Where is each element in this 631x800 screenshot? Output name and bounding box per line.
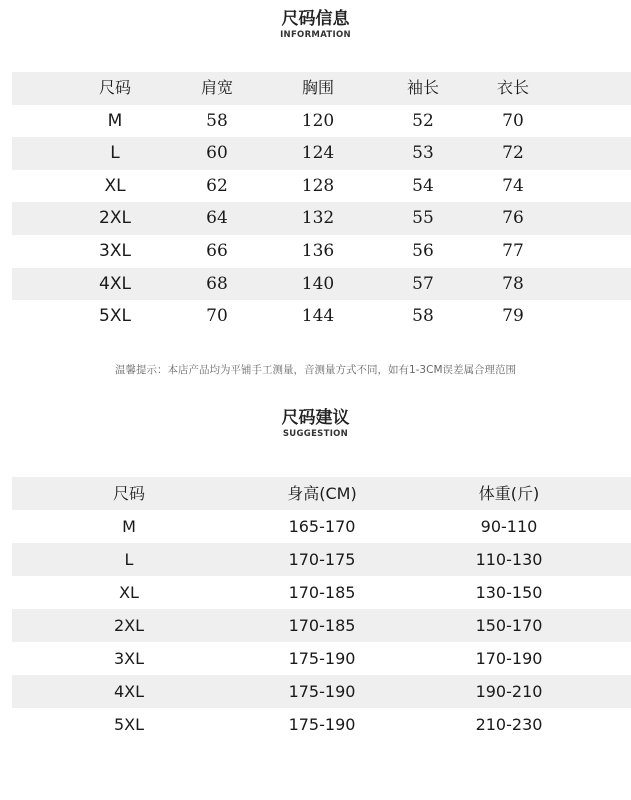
table-row bbox=[12, 202, 631, 235]
cell-height: 170-185 bbox=[288, 616, 356, 635]
cell-chest: 124 bbox=[301, 143, 335, 164]
cell-shoulder: 66 bbox=[206, 240, 228, 261]
cell-length: 79 bbox=[502, 306, 524, 327]
table-row bbox=[12, 708, 631, 741]
cell-height: 175-190 bbox=[288, 682, 356, 701]
cell-shoulder: 58 bbox=[206, 110, 228, 131]
cell-height: 170-175 bbox=[288, 550, 356, 569]
cell-length: 74 bbox=[502, 175, 524, 196]
table-row bbox=[12, 170, 631, 203]
size-info-subtitle: INFORMATION bbox=[280, 30, 351, 40]
cell-size: M bbox=[107, 110, 123, 131]
cell-size: 4XL bbox=[99, 273, 131, 294]
header-size: 尺码 bbox=[98, 78, 132, 97]
table-row bbox=[12, 675, 631, 708]
cell-chest: 144 bbox=[301, 306, 335, 327]
size-suggestion-title: 尺码建议 bbox=[281, 408, 350, 428]
cell-chest: 140 bbox=[301, 273, 335, 294]
header-length: 衣长 bbox=[496, 78, 530, 97]
cell-sleeve: 55 bbox=[412, 208, 434, 229]
cell-sleeve: 57 bbox=[412, 273, 434, 294]
table-row bbox=[12, 642, 631, 675]
cell-weight: 90-110 bbox=[480, 517, 538, 536]
header-sleeve: 袖长 bbox=[406, 78, 440, 97]
table-header-row bbox=[12, 72, 631, 105]
table-row bbox=[12, 105, 631, 138]
cell-size: 4XL bbox=[113, 682, 145, 701]
cell-size: XL bbox=[104, 175, 126, 196]
cell-weight: 110-130 bbox=[475, 550, 543, 569]
cell-size: 3XL bbox=[99, 240, 131, 261]
cell-size: 5XL bbox=[99, 306, 131, 327]
table-row bbox=[12, 576, 631, 609]
cell-shoulder: 60 bbox=[206, 143, 228, 164]
table-row bbox=[12, 543, 631, 576]
cell-size: M bbox=[122, 517, 136, 536]
cell-height: 175-190 bbox=[288, 715, 356, 734]
cell-size: 3XL bbox=[113, 649, 145, 668]
size-suggestion-subtitle: SUGGESTION bbox=[282, 429, 349, 439]
header-size: 尺码 bbox=[112, 484, 146, 503]
size-info-title: 尺码信息 bbox=[281, 9, 350, 29]
cell-chest: 128 bbox=[301, 175, 335, 196]
cell-shoulder: 64 bbox=[206, 208, 228, 229]
cell-weight: 170-190 bbox=[475, 649, 543, 668]
cell-chest: 132 bbox=[301, 208, 335, 229]
table-row bbox=[12, 235, 631, 268]
cell-length: 76 bbox=[502, 208, 524, 229]
cell-sleeve: 56 bbox=[412, 240, 434, 261]
cell-height: 175-190 bbox=[288, 649, 356, 668]
cell-weight: 150-170 bbox=[475, 616, 543, 635]
cell-height: 170-185 bbox=[288, 583, 356, 602]
table-row bbox=[12, 137, 631, 170]
cell-length: 72 bbox=[502, 143, 524, 164]
cell-sleeve: 53 bbox=[412, 143, 434, 164]
header-chest: 胸围 bbox=[301, 78, 335, 97]
cell-sleeve: 52 bbox=[412, 110, 434, 131]
cell-size: L bbox=[110, 143, 120, 164]
cell-shoulder: 68 bbox=[206, 273, 228, 294]
cell-length: 77 bbox=[502, 240, 524, 261]
table-header-row bbox=[12, 477, 631, 510]
table-row bbox=[12, 300, 631, 333]
cell-size: 5XL bbox=[113, 715, 145, 734]
header-weight: 体重(斤) bbox=[478, 484, 540, 503]
header-shoulder: 肩宽 bbox=[200, 78, 234, 97]
cell-size: 2XL bbox=[99, 208, 131, 229]
cell-weight: 130-150 bbox=[475, 583, 543, 602]
table-row bbox=[12, 609, 631, 642]
size-info-table bbox=[12, 72, 631, 333]
cell-weight: 190-210 bbox=[475, 682, 543, 701]
cell-height: 165-170 bbox=[288, 517, 356, 536]
cell-sleeve: 58 bbox=[412, 306, 434, 327]
size-suggestion-table bbox=[12, 477, 631, 741]
cell-chest: 120 bbox=[301, 110, 335, 131]
cell-weight: 210-230 bbox=[475, 715, 543, 734]
cell-shoulder: 70 bbox=[206, 306, 228, 327]
cell-length: 70 bbox=[502, 110, 524, 131]
cell-sleeve: 54 bbox=[412, 175, 434, 196]
cell-chest: 136 bbox=[301, 240, 335, 261]
cell-length: 78 bbox=[502, 273, 524, 294]
cell-shoulder: 62 bbox=[206, 175, 228, 196]
table-row bbox=[12, 268, 631, 301]
measurement-note: 温馨提示：本店产品均为平铺手工测量，音测量方式不同，如有1-3CM误差属合理范围 bbox=[114, 364, 517, 376]
header-height: 身高(CM) bbox=[287, 484, 357, 503]
table-row bbox=[12, 510, 631, 543]
cell-size: L bbox=[124, 550, 134, 569]
cell-size: 2XL bbox=[113, 616, 145, 635]
cell-size: XL bbox=[119, 583, 139, 602]
